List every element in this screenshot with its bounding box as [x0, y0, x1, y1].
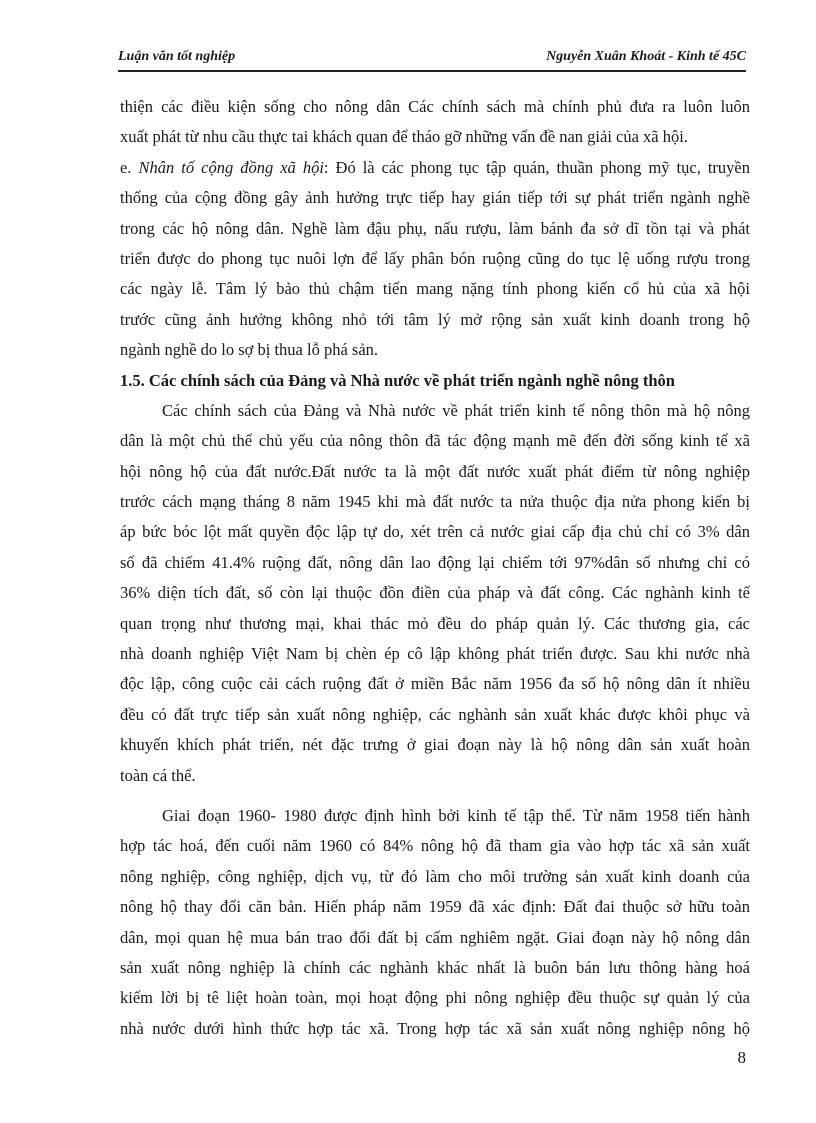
header-author: Nguyễn Xuân Khoát - Kinh tế 45C	[546, 49, 746, 64]
text-line: Các chính sách của Đảng và Nhà nước về phát triển kinh tế nông thôn mà hộ nông	[162, 400, 750, 420]
text-line: triển được do phong tục nuôi lợn để lấy phân bón ruộng cũng do tục lệ uống rượu trong	[120, 248, 750, 268]
text-line: trước cách mạng tháng 8 năm 1945 khi mà đất nước ta nửa thuộc địa nửa phong kiến bị	[120, 492, 750, 512]
factor-label: Nhân tố cộng đồng xã hội	[138, 157, 324, 177]
page-header	[118, 44, 746, 72]
text-line: độc lập, công cuộc cải cách ruộng đất ở miền Bắc năm 1956 đa số hộ nông dân ít nhiều	[120, 674, 750, 694]
text-line	[120, 153, 750, 183]
paragraph-policies	[120, 396, 750, 791]
text-line: thống của cộng đồng gây ảnh hưởng trực tiếp hay gián tiếp tới sự phát triển ngành nghề	[120, 188, 750, 208]
text-line: nhà nước dưới hình thức hợp tác xã. Trong hợp tác xã sản xuất nông nghiệp nông hộ	[120, 1018, 750, 1038]
section-heading: 1.5. Các chính sách của Đảng và Nhà nước về phát triển ngành nghề nông thôn	[120, 370, 675, 390]
text-line: hợp tác hoá, đến cuối năm 1960 có 84% nông hộ đã tham gia vào hợp tác xã sản xuất	[120, 836, 750, 856]
text-line: số đã chiếm 41.4% ruộng đất, nông dân lao động lại chiếm tới 97%dân số nhưng chỉ có	[120, 552, 750, 572]
text-line: đều có đất trực tiếp sản xuất nông nghiệp, các nghành sản xuất khác được khôi phục và	[120, 704, 750, 724]
paragraph-continued	[120, 92, 750, 153]
text-line: quan trọng như thương mại, khai thác mỏ đều do pháp quản lý. Các thương gia, các	[120, 613, 750, 633]
header-thesis-label: Luận văn tốt nghiệp	[118, 49, 236, 64]
list-marker: e.	[120, 157, 139, 177]
text-line: kiếm lời bị tê liệt hoàn toàn, mọi hoạt động phi nông nghiệp đều thuộc sự quản lý của	[120, 988, 750, 1008]
text-line: trước cũng ảnh hưởng không nhỏ tới tâm lý mở rộng sản xuất kinh doanh trong hộ	[120, 309, 750, 329]
text-line: nông hộ thay đổi căn bản. Hiến pháp năm 1959 đã xác định: Đất đai thuộc sở hữu toàn	[120, 897, 750, 917]
text-line: nông nghiệp, công nghiệp, dịch vụ, từ đó làm cho môi trường sản xuất kinh doanh của	[120, 866, 750, 886]
document-body	[120, 92, 750, 1044]
text-line: thiện các điều kiện sống cho nông dân Các chính sách mà chính phủ đưa ra luôn luôn	[120, 97, 750, 116]
text-line: trong các hộ nông dân. Nghề làm đậu phụ, nấu rượu, làm bánh đa sở dĩ tồn tại và phát	[120, 218, 750, 238]
text-line: hội nông hộ của đất nước.Đất nước ta là một đất nước xuất phát điểm từ nông nghiệp	[120, 461, 750, 481]
text-line: sản xuất nông nghiệp là chính các nghành khác nhất là buôn bán lưu thông hàng hoá	[120, 957, 750, 977]
paragraph-community-factor	[120, 153, 750, 366]
text-line: dân, mọi quan hệ mua bán trao đổi đất bị cấm nghiêm ngặt. Giai đoạn này hộ nông dân	[120, 927, 750, 947]
factor-text: : Đó là các phong tục tập quán, thuần phong mỹ tục, truyền	[323, 157, 750, 177]
text-line: dân là một chủ thể chủ yếu của nông thôn đã tác động mạnh mẽ đến đời sống kinh tế xã	[120, 431, 750, 451]
paragraph-collective-period	[120, 801, 750, 1044]
text-line: 36% diện tích đất, số còn lại thuộc đồn điền của pháp và đất công. Các nghành kinh tế	[120, 583, 750, 603]
text-line: ngành nghề do lo sợ bị thua lỗ phá sản.	[120, 340, 379, 360]
text-line: áp bức bóc lột mất quyền độc lập tự do, xét trên cả nước giai cấp địa chủ chỉ có 3% dân	[120, 522, 750, 542]
text-line: Giai đoạn 1960- 1980 được định hình bởi kinh tế tập thể. Từ năm 1958 tiến hành	[162, 805, 750, 825]
page-number: 8	[737, 1048, 746, 1067]
text-line: các ngày lễ. Tâm lý bảo thủ chậm tiến mang nặng tính phong kiến cổ hủ của xã hội	[120, 279, 750, 299]
text-line: xuất phát từ nhu cầu thực tai khách quan để tháo gỡ những vấn đề nan giải của xã hội.	[120, 127, 688, 147]
text-line: khuyến khích phát triển, nét đặc trưng ở giai đoạn này là hộ nông dân sản xuất hoàn	[120, 735, 750, 755]
text-line: nhà doanh nghiệp Việt Nam bị chèn ép cô lập không phát triển được. Sau khi nước nhà	[120, 644, 750, 664]
text-line: toàn cá thể.	[120, 765, 196, 785]
